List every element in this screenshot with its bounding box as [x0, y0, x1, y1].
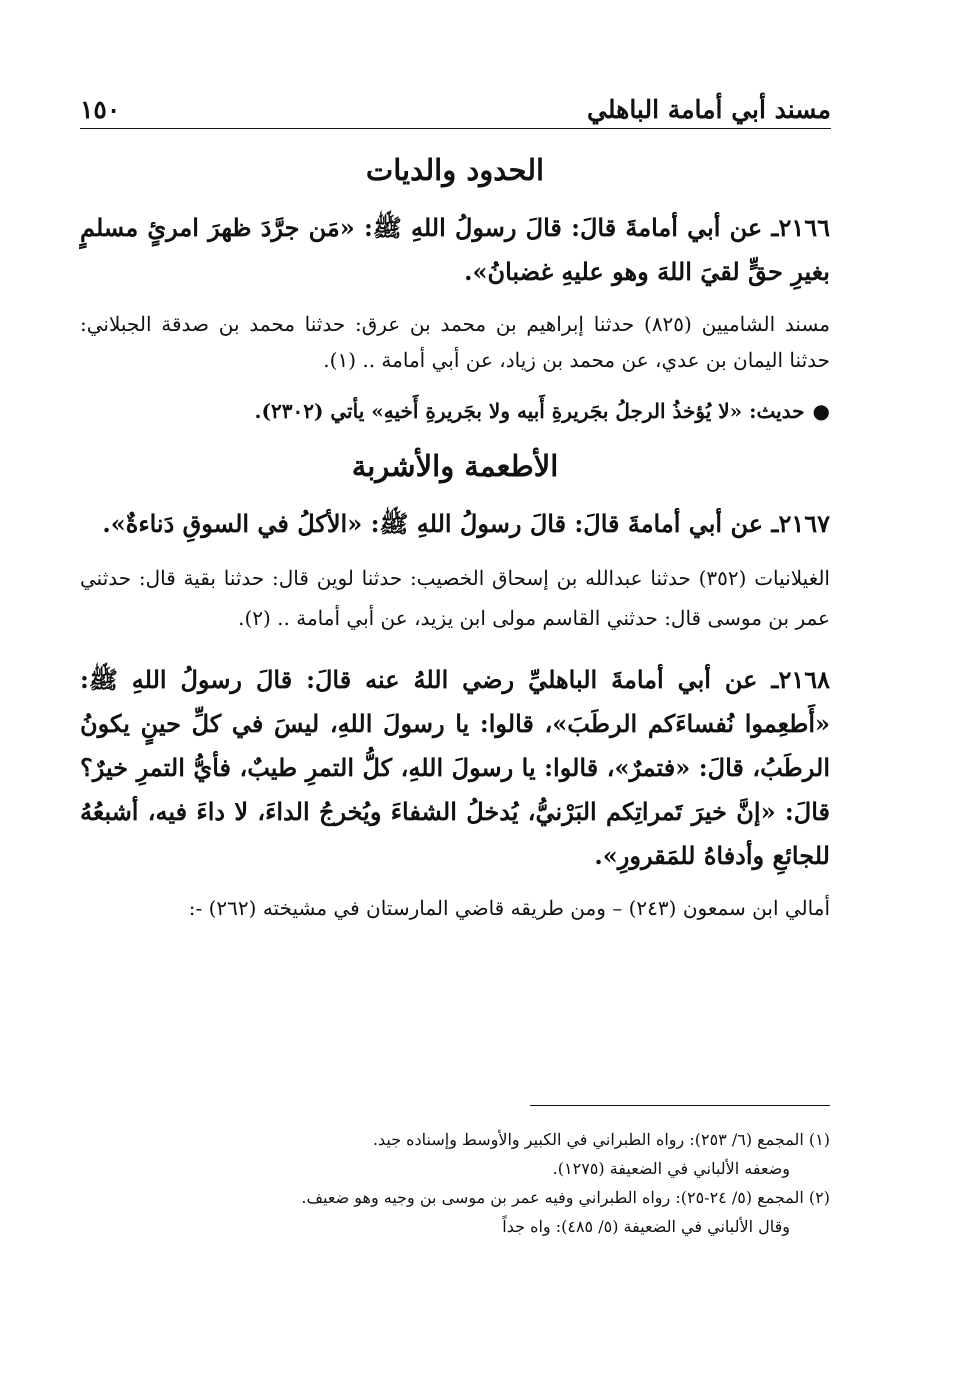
hadith-source: مسند الشاميين (٨٢٥) حدثنا إبراهيم بن محمد بن عرق: حدثنا محمد بن صدقة الجبلاني: حدثنا اليمان بن عدي، عن محمد بن زياد، عن أبي أمامة .. (١).: [80, 312, 830, 372]
note-text: حديث: «لا يُؤخذُ الرجلُ بجَريرةِ أَبيه ولا بجَريرةِ أَخيهِ» يأتي (٢٣٠٢).: [254, 399, 805, 423]
footnote-line: (٢) المجمع (٥/ ٢٤-٢٥): رواه الطبراني وفيه عمر بن موسى بن وجيه وهو ضعيف.: [301, 1188, 830, 1207]
hadith-text: ٢١٦٨ـ عن أبي أمامةَ الباهليِّ رضي اللهُ عنه قالَ: قالَ رسولُ اللهِ ﷺ: «أَطعِموا نُفساءَكم الرطَبَ»، قالوا: يا رسولَ اللهِ، ليسَ في كلِّ حينٍ يكونُ الرطَبُ، قالَ: «فتمرٌ»، قالوا: يا رسولَ اللهِ، كلُّ التمرِ طيبٌ، فأيُّ التمرِ خيرٌ؟ قالَ: «إنَّ خيرَ تَمراتِكم البَرْنيُّ، يُدخلُ الشفاءَ ويُخرجُ الداءَ، لا داءَ فيه، أشبعُهُ للجائعِ وأدفاهُ للمَقرورِ».: [80, 665, 831, 870]
hadith-source: الغيلانيات (٣٥٢) حدثنا عبدالله بن إسحاق الخصيب: حدثنا لوين قال: حدثنا بقية قال: حدثني عمر بن موسى قال: حدثني القاسم مولى ابن يزيد، عن أبي أمامة .. (٢).: [80, 566, 830, 630]
page-number: ١٥٠: [80, 95, 121, 124]
header-rule: [80, 128, 831, 129]
hadith-source: أمالي ابن سمعون (٢٤٣) – ومن طريقه قاضي المارستان في مشيخته (٢٦٢) -:: [188, 896, 830, 920]
running-title: مسند أبي أمامة الباهلي: [587, 95, 831, 124]
footnote-line: وقال الألباني في الضعيفة (٥/ ٤٨٥): واه جداً: [502, 1217, 790, 1236]
page-header: [80, 84, 831, 124]
main-content: [80, 140, 830, 940]
cross-reference-note: [80, 392, 830, 430]
bullet-icon: ●: [812, 399, 830, 423]
section-title: الأطعمة والأشربة: [351, 449, 559, 483]
hadith-text: ٢١٦٦ـ عن أبي أمامةَ قالَ: قالَ رسولُ اللهِ ﷺ: «مَن جرَّدَ ظهرَ امرئٍ مسلمٍ بغيرِ حقٍّ لقيَ اللهَ وهو عليهِ غضبانُ».: [80, 213, 830, 286]
hadith-text: ٢١٦٧ـ عن أبي أمامةَ قالَ: قالَ رسولُ اللهِ ﷺ: «الأكلُ في السوقِ دَناءةٌ».: [102, 509, 830, 538]
footnote-rule: [530, 1105, 830, 1106]
footnote-line: وضعفه الألباني في الضعيفة (١٢٧٥).: [552, 1159, 790, 1178]
footnotes: [80, 1125, 830, 1241]
section-title: الحدود والديات: [365, 153, 545, 187]
footnote-line: (١) المجمع (٦/ ٢٥٣): رواه الطبراني في الكبير والأوسط وإسناده جيد.: [372, 1130, 830, 1149]
